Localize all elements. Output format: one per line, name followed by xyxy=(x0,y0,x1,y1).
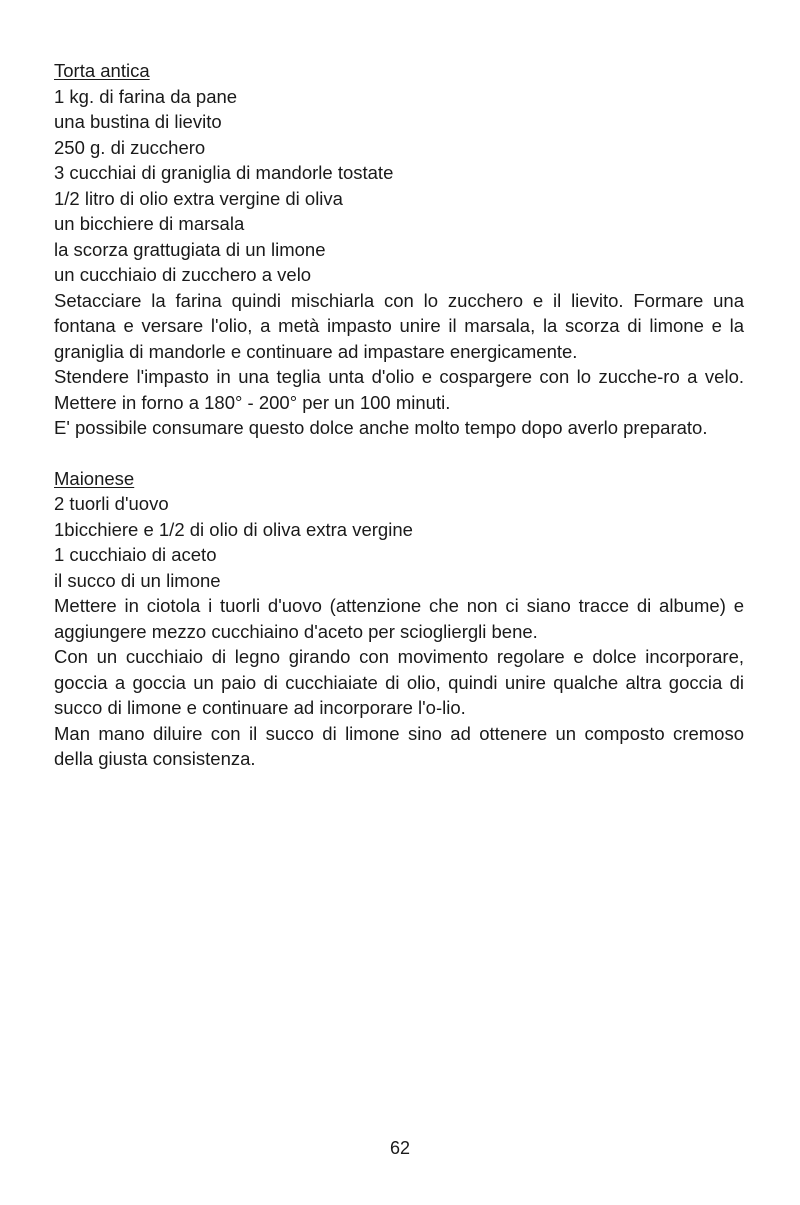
recipe-maionese xyxy=(54,466,744,772)
ingredient-list xyxy=(54,491,744,593)
ingredient-item: la scorza grattugiata di un limone xyxy=(54,238,326,260)
ingredient-item: 250 g. di zucchero xyxy=(54,136,206,158)
ingredient-item: 1/2 litro di olio extra vergine di oliva xyxy=(54,187,343,209)
page-content xyxy=(54,58,744,772)
ingredient-item: un bicchiere di marsala xyxy=(54,213,245,234)
ingredient-item: 1 kg. di farina da pane xyxy=(54,85,238,107)
instruction-paragraph: Con un cucchiaio di legno girando con movimento regolare e dolce incorporare, goccia a goccia un paio di cucchiaiate di olio, quindi unire qualche altra goccia di succo di limone e continuare ad incorporare l'o-lio. xyxy=(54,646,744,718)
recipe-title: Maionese xyxy=(54,467,135,489)
section-spacer xyxy=(54,441,744,466)
recipe-torta-antica xyxy=(54,58,744,441)
ingredient-item: 1 cucchiaio di aceto xyxy=(54,544,217,565)
recipe-title: Torta antica xyxy=(54,60,150,81)
instructions xyxy=(54,288,744,441)
ingredient-item: 3 cucchiai di graniglia di mandorle tostate xyxy=(54,162,394,183)
ingredient-item: una bustina di lievito xyxy=(54,111,222,132)
page-number: 62 xyxy=(389,1138,411,1158)
instruction-paragraph: Setacciare la farina quindi mischiarla con lo zucchero e il lievito. Formare una fontana e versare l'olio, a metà impasto unire il marsala, la scorza di limone e la graniglia di mandorle e continuare ad impastare energicamente. xyxy=(54,289,744,362)
instruction-paragraph: Mettere in ciotola i tuorli d'uovo (attenzione che non ci siano tracce di albume) e aggiungere mezzo cucchiaino d'aceto per sciogliergli bene. xyxy=(54,595,744,642)
ingredient-item: 2 tuorli d'uovo xyxy=(54,493,169,514)
instructions xyxy=(54,593,744,772)
instruction-paragraph: E' possibile consumare questo dolce anche molto tempo dopo averlo preparato. xyxy=(54,417,708,438)
ingredient-item: 1bicchiere e 1/2 di olio di oliva extra vergine xyxy=(54,518,413,540)
ingredient-item: il succo di un limone xyxy=(54,569,221,591)
ingredient-item: un cucchiaio di zucchero a velo xyxy=(54,264,312,285)
ingredient-list xyxy=(54,84,744,288)
instruction-paragraph: Man mano diluire con il succo di limone sino ad ottenere un composto cremoso della giusta consistenza. xyxy=(54,722,744,769)
instruction-paragraph: Stendere l'impasto in una teglia unta d'olio e cospargere con lo zucche-ro a velo. Mettere in forno a 180° - 200° per un 100 minuti. xyxy=(54,366,744,413)
